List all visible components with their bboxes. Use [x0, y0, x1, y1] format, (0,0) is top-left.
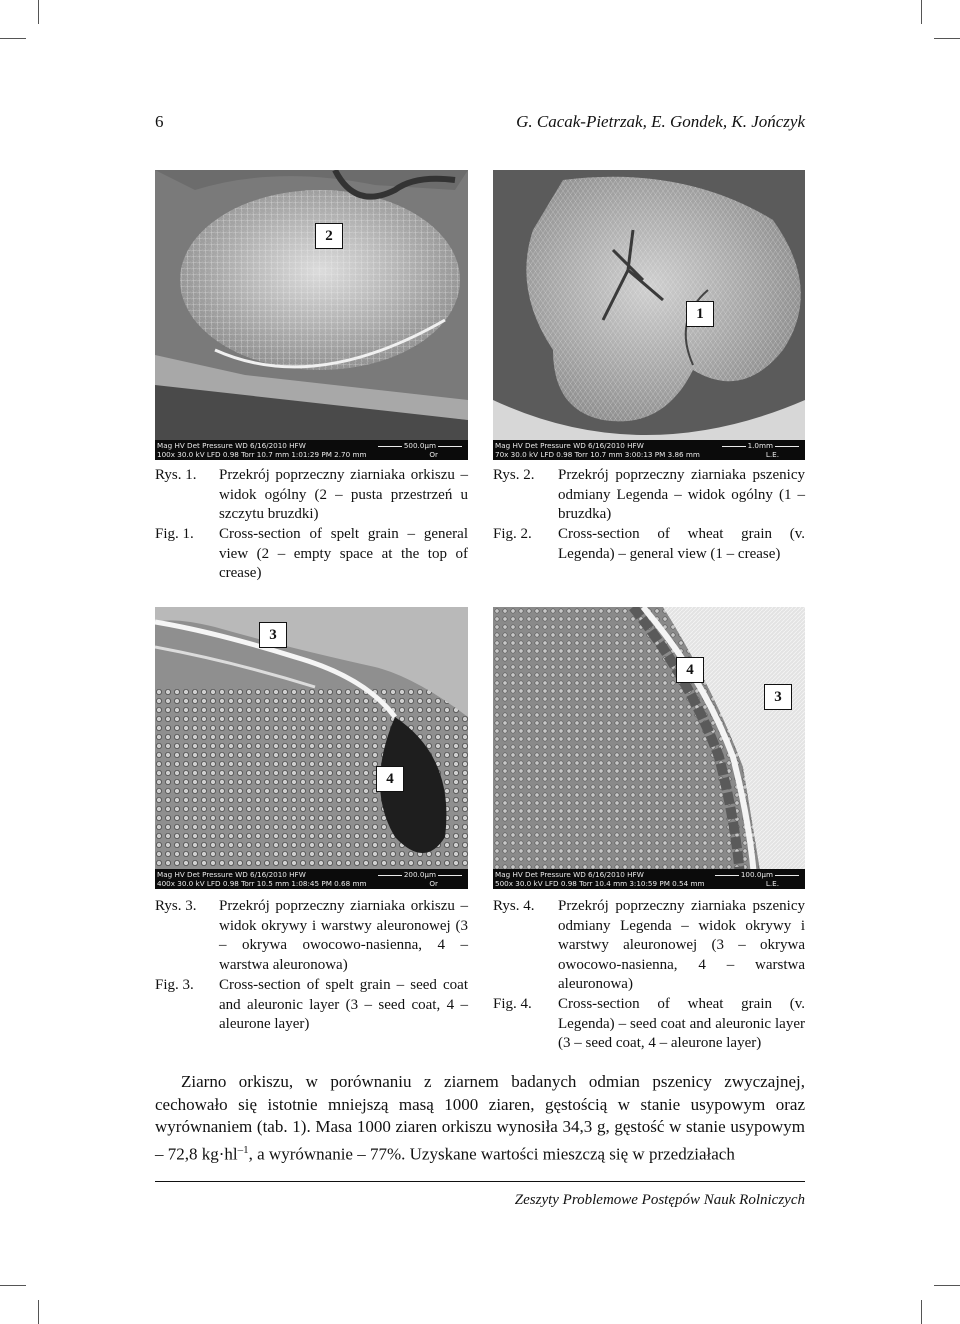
wheat-grain-cross-section-image: [493, 170, 805, 460]
caption-label-pl: Rys. 2.: [493, 467, 535, 483]
sem-info-labels: Mag HV Det Pressure WD 6/16/2010 HFW: [495, 441, 644, 450]
caption-fig4: [493, 897, 805, 1057]
marker-label: 4: [376, 766, 404, 792]
sem-info-values: 100x 30.0 kV LFD 0.98 Torr 10.7 mm 1:01:29 PM 2.70 mm: [157, 450, 367, 459]
journal-name: Zeszyty Problemowe Postępów Nauk Rolniczych: [514, 1192, 805, 1208]
caption-text-pl: Przekrój poprzeczny ziarniaka pszenicy odmiany Legenda – widok ogólny (1 – bruzdka): [558, 467, 805, 523]
sem-image-fig3: [155, 607, 468, 889]
caption-label-en: Fig. 1.: [155, 526, 194, 542]
wheat-seed-coat-image: [493, 607, 805, 889]
scale-value: 200.0µm: [403, 870, 436, 879]
sem-info-values: 500x 30.0 kV LFD 0.98 Torr 10.4 mm 3:10:59 PM 0.54 mm: [495, 879, 705, 888]
caption-label-pl: Rys. 1.: [155, 467, 197, 483]
caption-text-pl: Przekrój poprzeczny ziarniaka orkiszu – widok okrywy i warstwy aleuronowej (3 – okrywa owocowo-nasienna, 4 – warstwa aleuronowa): [219, 898, 468, 973]
sem-image-fig4: [493, 607, 805, 889]
caption-label-en: Fig. 4.: [493, 996, 532, 1012]
sem-info-labels: Mag HV Det Pressure WD 6/16/2010 HFW: [157, 441, 306, 450]
caption-text-pl: Przekrój poprzeczny ziarniaka orkiszu – widok ogólny (2 – pusta przestrzeń u szczytu bruzdki): [219, 467, 468, 523]
sem-info-bar: [493, 869, 805, 889]
marker-label: 3: [259, 622, 287, 648]
crop-mark: [934, 38, 960, 39]
crop-mark: [0, 1285, 26, 1286]
caption-fig3: [155, 897, 468, 1037]
sem-info-labels: Mag HV Det Pressure WD 6/16/2010 HFW: [157, 870, 306, 879]
scale-bar: [713, 870, 801, 879]
crop-mark: [38, 0, 39, 24]
marker-label: 1: [686, 301, 714, 327]
caption-text-pl: Przekrój poprzeczny ziarniaka pszenicy odmiany Legenda – widok okrywy i warstwy aleuronowej (3 – okrywa owocowo-nasienna, 4 – warstwa aleuronowa): [558, 898, 805, 993]
scale-value: 500.0µm: [403, 441, 436, 450]
scale-bar: [376, 441, 464, 450]
sem-info-labels: Mag HV Det Pressure WD 6/16/2010 HFW: [495, 870, 644, 879]
crop-mark: [921, 0, 922, 24]
sem-info-values: 400x 30.0 kV LFD 0.98 Torr 10.5 mm 1:08:45 PM 0.68 mm: [157, 879, 367, 888]
sem-info-bar: [155, 440, 468, 460]
marker-label: 3: [764, 684, 792, 710]
detector-mode: L.E.: [765, 450, 779, 459]
scale-bar: [720, 441, 801, 450]
scale-value: 100.0µm: [740, 870, 773, 879]
scale-value: 1.0mm: [747, 441, 773, 450]
running-header-authors: G. Cacak-Pietrzak, E. Gondek, K. Jończyk: [516, 112, 805, 131]
body-superscript: –1: [237, 1143, 249, 1156]
detector-mode: L.E.: [765, 879, 779, 888]
crop-mark: [921, 1300, 922, 1324]
caption-label-en: Fig. 2.: [493, 526, 532, 542]
sem-info-values: 70x 30.0 kV LFD 0.98 Torr 10.7 mm 3:00:13 PM 3.86 mm: [495, 450, 700, 459]
caption-label-en: Fig. 3.: [155, 977, 194, 993]
crop-mark: [934, 1285, 960, 1286]
spelt-grain-cross-section-image: [155, 170, 468, 460]
caption-fig1: [155, 466, 468, 586]
body-text-end: , a wyrównanie – 77%. Uzyskane wartości mieszczą się w przedziałach: [248, 1144, 735, 1164]
sem-info-bar: [493, 440, 805, 460]
marker-label: 4: [676, 657, 704, 683]
crop-mark: [38, 1300, 39, 1324]
sem-image-fig1: [155, 170, 468, 460]
caption-fig2: [493, 466, 805, 566]
page-number: 6: [155, 112, 164, 131]
caption-label-pl: Rys. 3.: [155, 898, 197, 914]
caption-text-en: Cross-section of spelt grain – seed coat and aleuronic layer (3 – seed coat, 4 – aleurone layer): [219, 977, 468, 1033]
caption-text-en: Cross-section of wheat grain (v. Legenda) – seed coat and aleuronic layer (3 – seed coat, 4 – aleurone layer): [558, 996, 805, 1052]
detector-mode: Or: [429, 879, 438, 888]
sem-image-fig2: [493, 170, 805, 460]
footer-rule: [155, 1181, 805, 1182]
sem-info-bar: [155, 869, 468, 889]
scale-bar: [376, 870, 464, 879]
detector-mode: Or: [429, 450, 438, 459]
caption-text-en: Cross-section of spelt grain – general view (2 – empty space at the top of crease): [219, 526, 468, 582]
marker-label: 2: [315, 223, 343, 249]
spelt-seed-coat-image: [155, 607, 468, 889]
body-paragraph: [155, 1071, 805, 1166]
crop-mark: [0, 38, 26, 39]
caption-label-pl: Rys. 4.: [493, 898, 535, 914]
caption-text-en: Cross-section of wheat grain (v. Legenda) – general view (1 – crease): [558, 526, 805, 562]
body-text-start: Ziarno orkiszu, w porównaniu z ziarnem badanych odmian pszenicy zwyczajnej, cechowało się istotnie mniejszą masą 1000 ziaren, gęstością w stanie usypowym oraz wyrównaniem (tab. 1). Masa 1000 ziaren orkiszu wynosiła 34,3 g, gęstość w stanie usypowym – 72,8 kg·hl: [155, 1072, 805, 1164]
